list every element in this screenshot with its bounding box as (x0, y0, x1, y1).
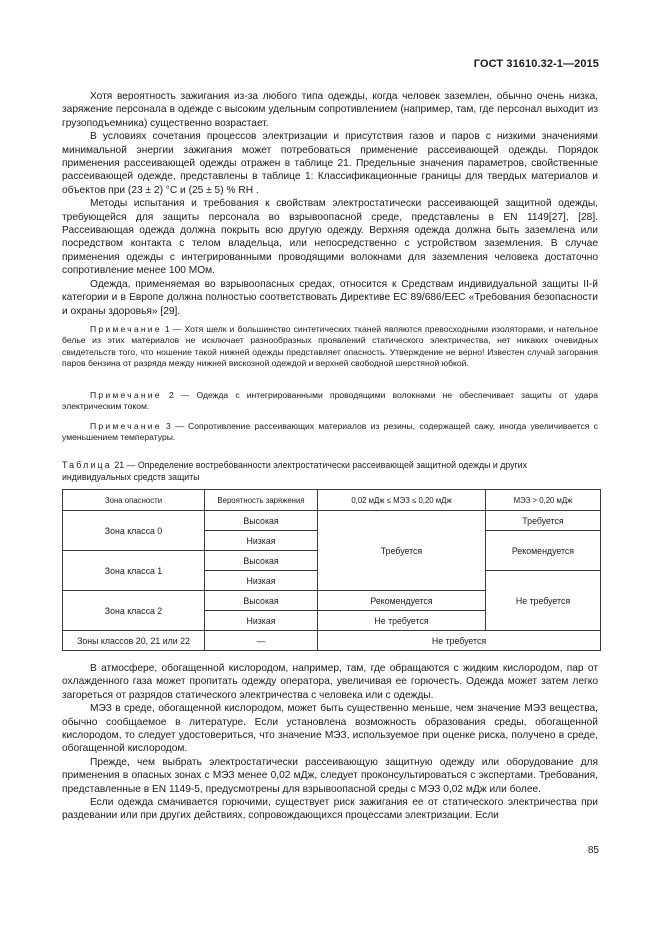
note-text: 3 — Сопротивление рассеивающих материалов из резины, содержащей сажу, иногда увеличивается с уменьшением температуры. (62, 421, 598, 443)
requirement-cell: Не требуется (318, 611, 486, 631)
note-2 (62, 390, 598, 413)
charging-cell: Низкая (205, 531, 318, 551)
requirement-cell: Требуется (318, 511, 486, 591)
zone-cell: Зона класса 1 (63, 551, 205, 591)
charging-cell: Низкая (205, 611, 318, 631)
paragraph: Прежде, чем выбрать электростатически рассеивающую защитную одежду или оборудование для применения в опасных зонах с МЭЗ менее 0,02 мДж, следует проконсультироваться с экспертами. Требования, представленные в EN 1149-5, предусмотрены для взрывоопасной среды с МЭЗ 0,02 мДж или более. (62, 756, 598, 795)
requirement-cell: Требуется (486, 511, 601, 531)
header-mie-low: 0,02 мДж ≤ МЭЗ ≤ 0,20 мДж (318, 490, 486, 511)
table-caption-text: 21 — Определение востребованности электростатически рассеивающей защитной одежды и других индивидуальных средств защиты (62, 460, 528, 482)
paragraph: Методы испытания и требования к свойствам электростатически рассеивающей защитной одежды, требующейся для защиты персонала во взрывоопасной среде, представлены в EN 1149[27], [28]. Рассеивающая одежда должна покрыть всю другую одежду. Верхняя одежда должна быть заземлена или посредством контакта с телом владельца, или непосредственно с устройством заземления. В случае применения одежды с интегрированными проводящими волокнами для заземления человека достаточно сопротивление менее 100 МОм. (62, 198, 598, 277)
charging-cell: Высокая (205, 511, 318, 531)
header-zone: Зона опасности (63, 490, 205, 511)
paragraph: В условиях сочетания процессов электризации и присутствия газов и паров с низкими значениями минимальной энергии зажигания может потребоваться применение рассеивающей одежды. Порядок применения рассеивающей одежды отражен в таблице 21. Предельные значения параметров, свойственные рассеивающей одежде, представлены в таблице 1: Классификационные границы для твердых материалов и объектов при (23 ± 2) °С и (25 ± 5) % RH . (62, 131, 598, 196)
table-row (63, 631, 601, 651)
standard-header: ГОСТ 31610.32-1—2015 (473, 58, 599, 70)
paragraph: Одежда, применяемая во взрывоопасных средах, относится к Средствам индивидуальной защиты II-й категории и в Европе должна полностью соответствовать Директиве ЕС 89/686/EEC «Требования безопасности и охраны здоровья» [29]. (62, 278, 598, 317)
zone-cell: Зоны классов 20, 21 или 22 (63, 631, 205, 651)
paragraph: Если одежда смачивается горючими, существует риск зажигания ее от статического электричества при раздевании или при других действиях, сопровождающихся процессами электризации. Если (62, 797, 598, 822)
requirement-cell: Рекомендуется (486, 531, 601, 571)
note-text: 2 — Одежда с интегрированными проводящими волокнами не обеспечивает защиты от удара электрическим током. (62, 390, 598, 412)
clothing-requirements-table (62, 489, 601, 651)
table-header-row (63, 490, 601, 511)
header-charging: Вероятность заряжения (205, 490, 318, 511)
requirement-cell: Рекомендуется (318, 591, 486, 611)
paragraph: Хотя вероятность зажигания из-за любого типа одежды, когда человек заземлен, обычно очень низка, заряжение персонала в одежде с высоким удельным сопротивлением (например, там, где персонал выходит из грузоподъемника) существенно возрастает. (62, 91, 598, 129)
charging-cell: Высокая (205, 591, 318, 611)
table-caption (62, 460, 598, 483)
note-label: Примечание (90, 390, 162, 400)
note-label: Примечание (90, 421, 162, 431)
charging-cell: — (205, 631, 318, 651)
table-caption-label: Таблица (62, 460, 112, 470)
bottom-text (62, 662, 598, 823)
requirement-cell: Не требуется (318, 631, 601, 651)
header-mie-high: МЭЗ > 0,20 мДж (486, 490, 601, 511)
zone-cell: Зона класса 0 (63, 511, 205, 551)
top-text (62, 90, 598, 318)
requirement-cell: Не требуется (486, 571, 601, 631)
charging-cell: Низкая (205, 571, 318, 591)
paragraph: МЭЗ в среде, обогащенной кислородом, может быть существенно меньше, чем значение МЭЗ вещества, обычно сообщаемое в литературе. Если установлена возможность образования среды, обогащенной кислородом, то следует удостовериться, что значение МЭЗ, используемое при оценке риска, получено в среде, обогащенной кислородом. (62, 703, 598, 755)
paragraph: В атмосфере, обогащенной кислородом, например, там, где обращаются с жидким кислородом, пар от охлажденного газа может пропитать одежду оператора, увеличивая ее горючесть. Одежда может затем легко загореться от разрядов статического электричества с человека или с одежды. (62, 663, 598, 701)
zone-cell: Зона класса 2 (63, 591, 205, 631)
table-row (63, 511, 601, 531)
page-number: 85 (587, 845, 599, 856)
note-3 (62, 421, 598, 444)
note-text: 1 — Хотя шелк и большинство синтетических тканей являются превосходными изоляторами, и нательное белье из этих материалов не исключает разнообразных проявлений статического электричества, нет никаких очевидных свидетельств того, что ношение такой нижней одежды представляет опасность. Утверждение не верно! Известен случай загорания паров бензина от разряда между нижней вискозной одеждой и верхней свободной шерстяной юбкой. (62, 324, 598, 369)
note-1 (62, 324, 598, 370)
note-label: Примечание (90, 324, 162, 334)
charging-cell: Высокая (205, 551, 318, 571)
